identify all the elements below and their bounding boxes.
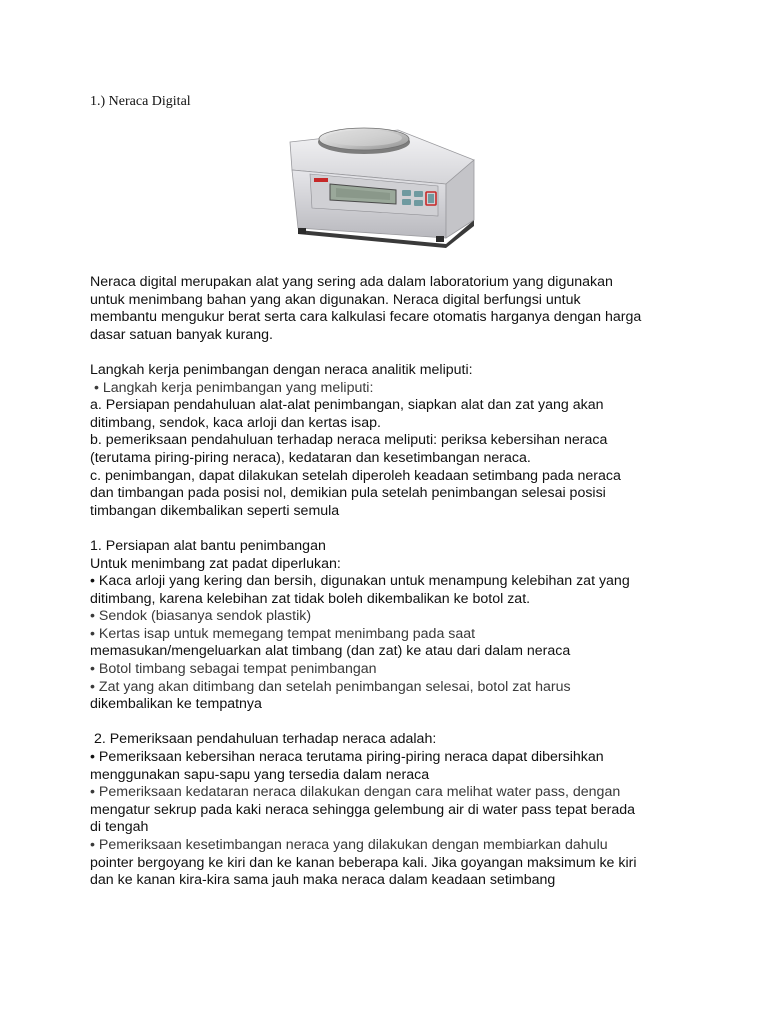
text-line: • Zat yang akan ditimbang dan setelah penimbangan selesai, botol zat harus [90,678,571,695]
text-line: a. Persiapan pendahuluan alat-alat penimbangan, siapkan alat dan zat yang akan [90,397,604,414]
paragraph-preparation [90,538,690,714]
paragraph-intro [90,274,690,344]
text-line: (terutama piring-piring neraca), kedataran dan kesetimbangan neraca. [90,449,531,466]
text-line: di tengah [90,819,149,836]
text-line: Langkah kerja penimbangan dengan neraca analitik meliputi: [90,361,473,378]
text-line: • Pemeriksaan kedataran neraca dilakukan dengan cara melihat water pass, dengan [90,784,621,801]
text-line: pointer bergoyang ke kiri dan ke kanan beberapa kali. Jika goyangan maksimum ke kiri [90,854,637,871]
paragraph-gap [90,714,690,732]
text-line: ditimbang, karena kelebihan zat tidak boleh dikembalikan ke botol zat. [90,590,531,607]
digital-scale-icon [278,120,490,248]
document-body [90,274,690,890]
text-line: • Kaca arloji yang kering dan bersih, digunakan untuk menampung kelebihan zat yang [90,573,630,590]
text-line: dan ke kanan kira-kira sama jauh maka neraca dalam keadaan setimbang [90,872,556,889]
section-heading: 1.) Neraca Digital [90,94,191,109]
text-line: 2. Pemeriksaan pendahuluan terhadap neraca adalah: [90,731,437,748]
paragraph-steps [90,362,690,520]
text-line: • Langkah kerja penimbangan yang meliputi: [90,379,374,396]
text-line: • Kertas isap untuk memegang tempat menimbang pada saat [90,625,476,642]
text-line: b. pemeriksaan pendahuluan terhadap neraca meliputi: periksa kebersihan neraca [90,432,608,449]
paragraph-gap [90,344,690,362]
text-line: ditimbang, sendok, kaca arloji dan kertas isap. [90,414,382,431]
paragraph-gap [90,520,690,538]
text-line: timbangan dikembalikan seperti semula [90,502,340,519]
paragraph-inspection [90,731,690,889]
text-line: Neraca digital merupakan alat yang sering ada dalam laboratorium yang digunakan [90,274,613,290]
text-line: dikembalikan ke tempatnya [90,696,262,713]
text-line: mengatur sekrup pada kaki neraca sehingga gelembung air di water pass tepat berada [90,801,635,818]
digital-scale-image [278,120,490,248]
text-line: 1. Persiapan alat bantu penimbangan [90,537,326,554]
text-line: untuk menimbang bahan yang akan digunakan. Neraca digital berfungsi untuk [90,291,581,308]
text-line: dan timbangan pada posisi nol, demikian pula setelah penimbangan selesai posisi [90,485,606,502]
text-line: • Botol timbang sebagai tempat penimbangan [90,661,377,678]
text-line: • Pemeriksaan kebersihan neraca terutama piring-piring neraca dapat dibersihkan [90,749,604,766]
text-line: dasar satuan banyak kurang. [90,326,273,343]
text-line: • Pemeriksaan kesetimbangan neraca yang dilakukan dengan membiarkan dahulu [90,837,608,853]
text-line: c. penimbangan, dapat dilakukan setelah diperoleh keadaan setimbang pada neraca [90,467,621,484]
text-line: • Sendok (biasanya sendok plastik) [90,608,312,625]
text-line: menggunakan sapu-sapu yang tersedia dalam neraca [90,766,430,783]
text-line: Untuk menimbang zat padat diperlukan: [90,555,341,572]
text-line: memasukan/mengeluarkan alat timbang (dan zat) ke atau dari dalam neraca [90,643,571,660]
text-line: membantu mengukur berat serta cara kalkulasi fecare otomatis harganya dengan harga [90,309,642,326]
